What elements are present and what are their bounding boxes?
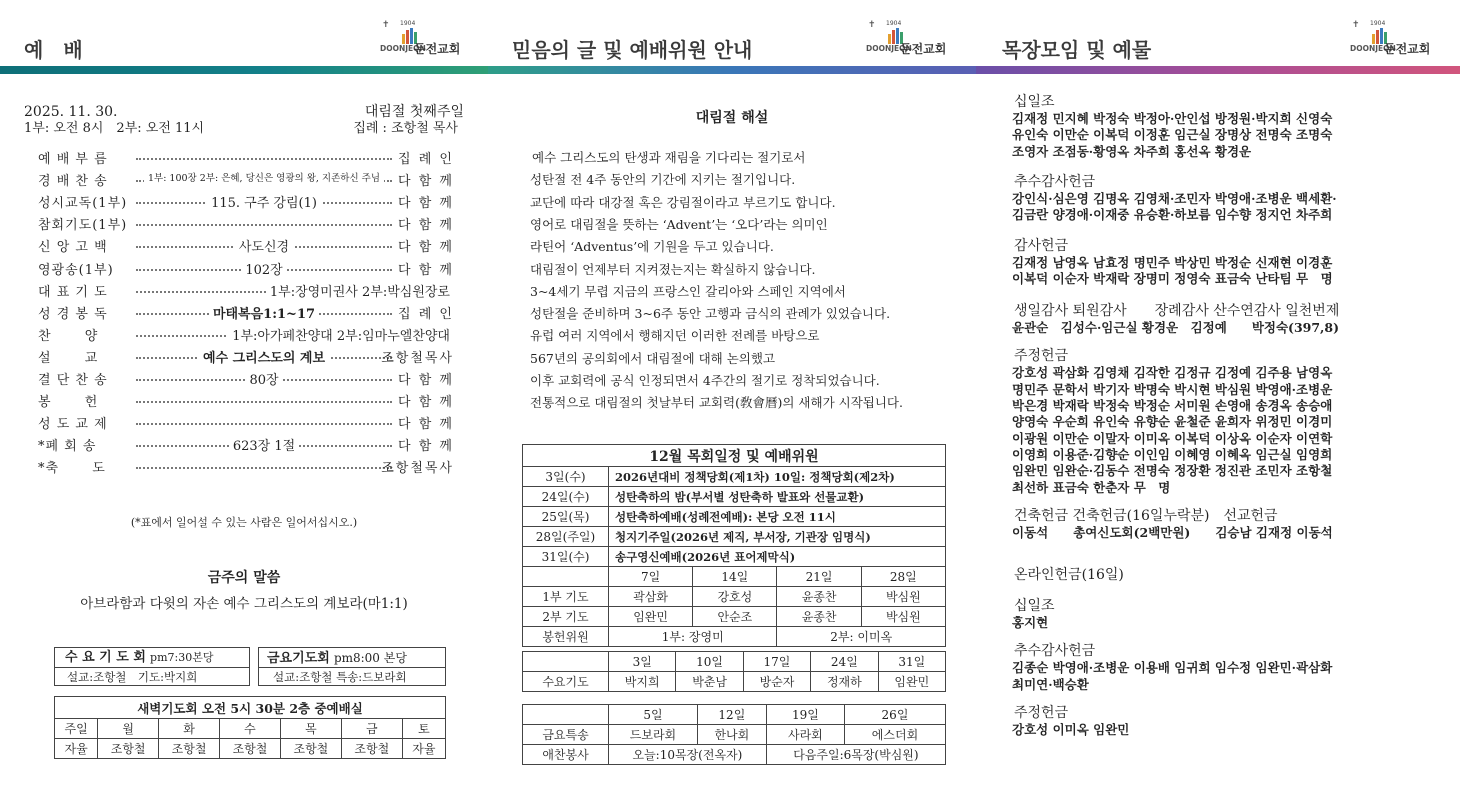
wed-dates-row — [523, 652, 946, 672]
fri-date-cell: 12일 — [697, 705, 766, 725]
dawn-leaders-row — [55, 739, 446, 759]
offering-names: 양영숙 우순희 유인숙 유향순 윤철준 윤희자 위정민 이경미 — [1012, 414, 1333, 430]
prayer2-cell: 박심원 — [861, 607, 945, 627]
event-row — [523, 527, 946, 547]
dawn-day: 금 — [341, 719, 402, 739]
wed-table — [522, 651, 946, 692]
offering-names: 명민주 문학서 박기자 박명숙 박시현 박심원 박영애·조병운 — [1012, 381, 1333, 397]
order-leader: 다 함 께 — [398, 373, 454, 388]
order-leader: 조항철목사 — [381, 350, 454, 366]
order-label: 신 앙 고 백 — [38, 240, 108, 256]
order-leader: 다 함 께 — [398, 417, 454, 433]
order-row — [38, 325, 454, 345]
wed-date-cell: 24일 — [811, 652, 878, 672]
advent-line: 성탄절 전 4주 동안의 기간에 지키는 절기입니다. — [530, 172, 796, 188]
order-leader: 다 함 께 — [398, 174, 454, 190]
order-row — [38, 281, 454, 301]
schedule-title: 12월 목회일정 및 예배위원 — [523, 445, 946, 467]
offering-title: 감사헌금 — [1014, 237, 1069, 254]
order-detail — [136, 435, 392, 454]
worship-panel — [0, 0, 488, 807]
prayer1-cell: 곽삼화 — [609, 587, 693, 607]
prayer2-cell: 윤종찬 — [777, 607, 861, 627]
advent-line: 이후 교회력에 공식 인정되면서 4주간의 절기로 정착되었습니다. — [530, 373, 880, 388]
logo-en: DOONJEON — [866, 44, 912, 53]
fri-date-label — [523, 705, 609, 725]
dawn-day: 수 — [220, 719, 281, 739]
dawn-leader: 조항철 — [280, 739, 341, 759]
order-detail-text: 마태복음1:1~17 — [209, 307, 319, 322]
fri-name-cell: 드보라회 — [609, 725, 698, 745]
order-label: 참회기도(1부) — [38, 218, 128, 234]
advent-line: 교단에 따라 대강절 혹은 강림절이라고 부르기도 합니다. — [530, 194, 836, 210]
dawn-leader: 자율 — [402, 739, 445, 759]
cross-icon: ✝ — [868, 20, 876, 30]
wed-date-cell: 31일 — [878, 652, 945, 672]
advent-line: 예수 그리스도의 탄생과 재림을 기다리는 절기로서 — [532, 150, 806, 165]
order-row — [38, 369, 454, 389]
event-text: 성탄축하의 밤(부서별 성탄축하 발표와 선물교환) — [609, 487, 946, 507]
offerings-panel — [976, 0, 1460, 807]
advent-line: 전통적으로 대림절의 첫날부터 교회력(敎會曆)의 새해가 시작됩니다. — [530, 395, 903, 411]
church-logo — [1350, 20, 1436, 60]
prayer2-cell: 임완민 — [609, 607, 693, 627]
fri-detail: 설교:조항철 특송:드보라회 — [273, 670, 407, 684]
order-row — [38, 347, 454, 367]
order-row — [38, 435, 454, 455]
fri-name-cell: 에스더회 — [844, 725, 945, 745]
order-detail-text: 115. 구주 강림(1) — [207, 196, 321, 211]
event-date: 3일(수) — [523, 467, 609, 487]
event-row — [523, 487, 946, 507]
event-text: 청지기주일(2026년 제직, 부서장, 기관장 임명식) — [609, 527, 946, 547]
logo-year: 1904 — [886, 20, 902, 27]
offering-names: 강인식·심은영 김명옥 김영채·조민자 박영애·조병운 백세환· — [1012, 190, 1337, 206]
dawn-title: 새벽기도회 오전 5시 30분 2층 중예배실 — [55, 697, 446, 719]
logo-en: DOONJEON — [1350, 44, 1396, 53]
verse: 아브라함과 다윗의 자손 예수 그리스도의 계보라(마1:1) — [80, 596, 408, 612]
dawn-day: 화 — [159, 719, 220, 739]
order-leader: 다 함 께 — [398, 262, 454, 278]
fri-name-cell: 사라회 — [766, 725, 844, 745]
offering-names: 박은경 박재락 박정숙 박정순 서미원 손영애 송경옥 송승애 — [1012, 398, 1333, 413]
fri-names-row — [523, 725, 946, 745]
logo-en: DOONJEON — [380, 44, 426, 53]
header — [488, 0, 976, 66]
order-label: 봉 헌 — [38, 395, 99, 411]
dotted-leader — [136, 216, 392, 226]
sunday-cell: 28일 — [861, 567, 945, 587]
wed-name-label: 수요기도 — [523, 672, 609, 692]
fri-date-cell: 26일 — [844, 705, 945, 725]
order-label: 결 단 찬 송 — [38, 373, 108, 388]
schedule-table — [522, 444, 946, 647]
offering-2: 2부: 이미옥 — [777, 627, 946, 647]
offering-names: 윤관순 김성수·임근실 황경운 김정예 박정숙(397,8) — [1012, 320, 1340, 336]
sunday-cell: 14일 — [693, 567, 777, 587]
offering-names: 임완민 임완순·김동수 전명숙 정장환 정진관 조민자 조항철 — [1012, 463, 1333, 479]
prayer1-cell: 강호성 — [693, 587, 777, 607]
order-row — [38, 148, 454, 168]
order-detail-text: 사도신경 — [235, 240, 293, 255]
order-label: 영광송(1부) — [38, 262, 114, 278]
header — [976, 0, 1460, 66]
wed-title: 수 요 기 도 회 — [65, 650, 146, 665]
advent-line: 대림절이 언제부터 지켜졌는지는 확실하지 않습니다. — [530, 261, 816, 277]
wed-name-cell: 정재하 — [811, 672, 878, 692]
order-detail — [136, 281, 454, 300]
order-row — [38, 236, 454, 256]
prayer1-label: 1부 기도 — [523, 587, 609, 607]
offering-names: 이동석 총여신도회(2백만원) 김승남 김재정 이동석 — [1012, 524, 1333, 540]
dawn-leader: 자율 — [55, 739, 98, 759]
dawn-day: 주일 — [55, 719, 98, 739]
wed-name-cell: 방순자 — [743, 672, 810, 692]
order-leader: 다 함 께 — [398, 240, 454, 256]
wed-prayer-box — [54, 647, 250, 686]
advent-line: 3~4세기 무렵 지금의 프랑스인 갈리아와 스페인 지역에서 — [530, 283, 846, 299]
prayer2-cell: 안순조 — [693, 607, 777, 627]
fri-name-label: 금요특송 — [523, 725, 609, 745]
fri-title: 금요기도회 — [267, 651, 330, 666]
order-detail-text: 623장 1절 — [229, 439, 299, 454]
offering-names: 김금란 양경애·이재중 유승환·하보름 임수향 정지언 차주희 — [1012, 207, 1333, 223]
praise-2: 다음주일:6목장(박심원) — [766, 745, 945, 765]
dotted-leader — [136, 415, 392, 425]
advent-title: 대림절 해설 — [695, 110, 769, 126]
offering-names: 유인숙 이만순 이복덕 이정훈 임근실 장명상 전명숙 조명숙 — [1012, 127, 1333, 143]
order-label: *폐 회 송 — [38, 439, 97, 455]
offering-names: 홍지현 — [1012, 615, 1049, 631]
order-detail-text: 1부:장영미권사 2부:박심원장로 — [266, 285, 454, 300]
advent-line: 567년의 공의회에서 대림절에 대해 논의했고 — [530, 350, 776, 366]
logo-ko: 둔전교회 — [414, 42, 461, 56]
logo-year: 1904 — [400, 20, 416, 27]
advent-line: 유럽 여러 지역에서 행해지던 이러한 전례를 바탕으로 — [530, 328, 820, 344]
praise-label: 애찬봉사 — [523, 745, 609, 765]
wed-date-cell: 17일 — [743, 652, 810, 672]
order-row — [38, 413, 454, 433]
dotted-leader — [136, 393, 392, 403]
offering-title: 온라인헌금(16일) — [1014, 567, 1124, 584]
order-label: 경 배 찬 송 — [38, 174, 108, 190]
advent-line: 성탄절을 준비하며 3~6주 동안 고행과 금식의 관례가 있었습니다. — [530, 306, 891, 322]
order-detail — [136, 303, 392, 322]
event-text: 2026년대비 정책당회(제1차) 10일: 정책당회(제2차) — [609, 467, 946, 487]
sunday-label — [523, 567, 609, 587]
order-detail — [136, 369, 392, 388]
offering-row — [523, 627, 946, 647]
offering-title: 추수감사헌금 — [1014, 643, 1096, 660]
order-detail — [136, 347, 392, 366]
offering-title: 주정헌금 — [1014, 705, 1069, 721]
order-row — [38, 170, 454, 190]
order-row — [38, 303, 454, 323]
prayer1-row — [523, 587, 946, 607]
order-leader: 다 함 께 — [398, 218, 454, 234]
event-date: 31일(수) — [523, 547, 609, 567]
guide-panel — [488, 0, 976, 807]
order-leader: 다 함 께 — [398, 395, 454, 411]
fri-time: pm8:00 본당 — [333, 651, 407, 665]
dawn-leader: 조항철 — [159, 739, 220, 759]
offering-names: 최미연·백승환 — [1012, 676, 1089, 692]
order-detail-text: 102장 — [241, 263, 286, 278]
advent-line: 영어로 대림절을 뜻하는 ‘Advent’는 ‘오다’라는 의미인 — [530, 216, 828, 232]
color-band — [976, 66, 1460, 74]
order-leader: 다 함 께 — [398, 439, 454, 455]
order-label: 대 표 기 도 — [38, 284, 108, 300]
church-logo — [866, 20, 952, 60]
wed-name-cell: 박춘남 — [676, 672, 743, 692]
church-logo — [380, 20, 466, 60]
offering-title: 십일조 — [1014, 94, 1055, 110]
cross-icon: ✝ — [382, 20, 390, 30]
order-detail — [136, 259, 392, 278]
prayer2-row — [523, 607, 946, 627]
order-leader: 집 례 인 — [398, 306, 454, 322]
panel-title: 예 배 — [24, 38, 83, 62]
dawn-days-row — [55, 719, 446, 739]
order-detail-text: 80장 — [245, 373, 282, 388]
offering-names: 김종순 박영애·조병운 이용배 임귀희 임수정 임완민·곽삼화 — [1012, 660, 1333, 676]
order-leader: 조항철목사 — [381, 461, 454, 477]
order-detail-text: 예수 그리스도의 계보 — [199, 351, 329, 366]
order-label: 성 도 교 제 — [38, 417, 108, 433]
offering-title: 건축헌금 건축헌금(16일누락분) 선교헌금 — [1014, 507, 1278, 524]
order-detail — [136, 325, 454, 344]
order-label: 찬 양 — [38, 328, 99, 344]
verse-title: 금주의 말씀 — [207, 570, 281, 586]
offering-names: 이광원 이만순 이말자 이미옥 이복덕 이상옥 이순자 이연학 — [1012, 430, 1333, 446]
event-row — [523, 547, 946, 567]
offering-names: 조영자 조점동·황영옥 차주희 홍선옥 황경운 — [1012, 143, 1252, 159]
dawn-day: 토 — [402, 719, 445, 739]
header — [0, 0, 488, 66]
logo-year: 1904 — [1370, 20, 1386, 27]
dawn-prayer-table — [54, 696, 446, 759]
dotted-leader — [136, 150, 392, 160]
offering-title: 추수감사헌금 — [1014, 173, 1096, 190]
dawn-leader: 조항철 — [98, 739, 159, 759]
sunday-cell: 7일 — [609, 567, 693, 587]
prayer1-cell: 윤종찬 — [777, 587, 861, 607]
offering-title: 생일감사 퇴원감사 장례감사 산수연감사 일천번제 — [1014, 303, 1340, 320]
order-label: *축 도 — [38, 461, 106, 477]
standing-note: (*표에서 일어설 수 있는 사람은 일어서십시오.) — [130, 516, 358, 529]
order-row — [38, 214, 454, 234]
fri-date-cell: 19일 — [766, 705, 844, 725]
event-row — [523, 507, 946, 527]
logo-ko: 둔전교회 — [900, 42, 947, 56]
order-label: 성시교독(1부) — [38, 196, 128, 212]
dotted-leader — [136, 459, 392, 469]
order-leader: 집 례 인 — [398, 152, 454, 167]
event-date: 24일(수) — [523, 487, 609, 507]
wed-time: pm7:30본당 — [150, 651, 214, 664]
offering-names: 이복덕 이순자 박재락 장명미 정영숙 표금숙 난타팀 무 명 — [1012, 270, 1333, 286]
order-leader: 다 함 께 — [398, 196, 454, 212]
order-detail — [136, 170, 392, 185]
date: 2025. 11. 30. — [24, 104, 118, 120]
fri-dates-row — [523, 705, 946, 725]
offering-title: 주정헌금 — [1014, 348, 1069, 365]
order-detail-text: 1부: 100장 2부: 은혜, 당신은 영광의 왕, 지존하신 주님 — [144, 173, 384, 184]
offering-title: 십일조 — [1014, 598, 1055, 615]
order-label: 설 교 — [38, 350, 99, 366]
event-date: 25일(목) — [523, 507, 609, 527]
praise-1: 오늘:10목장(전옥자) — [609, 745, 767, 765]
fri-table — [522, 704, 946, 765]
color-band — [0, 66, 488, 74]
praise-row — [523, 745, 946, 765]
event-date: 28일(주일) — [523, 527, 609, 547]
order-row — [38, 391, 454, 411]
offering-names: 이영희 이용준·김향순 이인임 이혜영 이혜옥 임근실 임영희 — [1012, 446, 1333, 462]
wed-name-cell: 박지희 — [609, 672, 676, 692]
order-label: 예 배 부 름 — [38, 152, 108, 167]
order-row — [38, 457, 454, 477]
wed-names-row — [523, 672, 946, 692]
cross-icon: ✝ — [1352, 20, 1360, 30]
order-row — [38, 192, 454, 212]
dawn-leader: 조항철 — [220, 739, 281, 759]
event-text: 송구영신예배(2026년 표어제막식) — [609, 547, 946, 567]
panel-title: 믿음의 글 및 예배위원 안내 — [512, 38, 753, 62]
wed-date-label — [523, 652, 609, 672]
prayer1-cell: 박심원 — [861, 587, 945, 607]
officiant: 집례 : 조항철 목사 — [353, 121, 458, 136]
logo-ko: 둔전교회 — [1384, 42, 1431, 56]
service-times: 1부: 오전 8시 2부: 오전 11시 — [24, 121, 205, 136]
offering-names: 김재정 남영옥 남효정 명민주 박상민 박정순 신재현 이경훈 — [1012, 254, 1333, 270]
season: 대림절 첫째주일 — [364, 104, 464, 120]
panel-title: 목장모임 및 예물 — [1002, 38, 1152, 62]
event-text: 성탄축하예배(성례전예배): 본당 오전 11시 — [609, 507, 946, 527]
sundays-row — [523, 567, 946, 587]
offering-names: 강호성 곽삼화 김영채 김작한 김정규 김정예 김주용 남영옥 — [1012, 365, 1333, 381]
wed-date-cell: 3일 — [609, 652, 676, 672]
fri-prayer-box — [258, 647, 446, 686]
wed-name-cell: 임완민 — [878, 672, 945, 692]
offering-names: 강호성 이미옥 임완민 — [1012, 722, 1130, 737]
offering-label: 봉헌위원 — [523, 627, 609, 647]
order-detail — [136, 236, 392, 255]
order-label: 성 경 봉 독 — [38, 306, 108, 322]
dawn-day: 목 — [280, 719, 341, 739]
wed-date-cell: 10일 — [676, 652, 743, 672]
event-row — [523, 467, 946, 487]
sunday-cell: 21일 — [777, 567, 861, 587]
color-band — [488, 66, 976, 74]
order-row — [38, 259, 454, 279]
offering-1: 1부: 장영미 — [609, 627, 777, 647]
prayer2-label: 2부 기도 — [523, 607, 609, 627]
fri-date-cell: 5일 — [609, 705, 698, 725]
advent-line: 라틴어 ‘Adventus’에 기원을 두고 있습니다. — [530, 239, 774, 255]
offering-names: 최선하 표금숙 한춘자 무 명 — [1012, 479, 1171, 495]
order-detail-text: 1부:아가페찬양대 2부:임마누엘찬양대 — [228, 329, 454, 344]
fri-name-cell: 한나회 — [697, 725, 766, 745]
offering-names: 김재정 민지혜 박정숙 박정아·안인섭 방정원·박지희 신영숙 — [1012, 111, 1333, 126]
order-detail — [136, 192, 392, 211]
dawn-day: 월 — [98, 719, 159, 739]
wed-detail: 설교:조항철 기도:박지희 — [67, 670, 198, 684]
dawn-leader: 조항철 — [341, 739, 402, 759]
